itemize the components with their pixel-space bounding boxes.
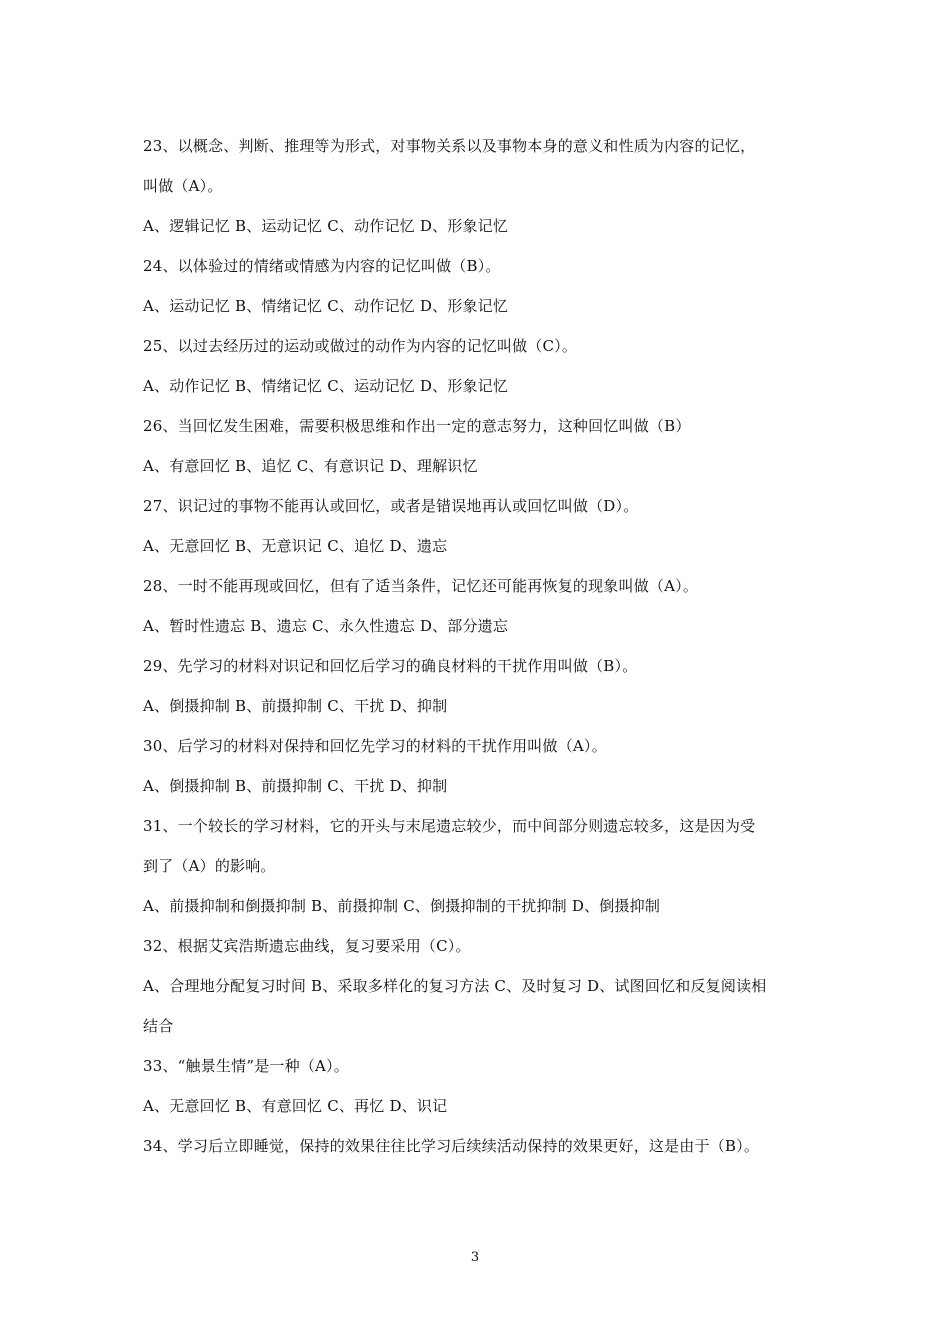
text-line: A、动作记忆 B、情绪记忆 C、运动记忆 D、形象记忆 xyxy=(143,377,509,395)
text-line: A、运动记忆 B、情绪记忆 C、动作记忆 D、形象记忆 xyxy=(143,297,509,315)
text-line: A、逻辑记忆 B、运动记忆 C、动作记忆 D、形象记忆 xyxy=(143,217,509,235)
text-line: 33、“触景生情”是一种（A）。 xyxy=(143,1057,349,1075)
text-line: A、暂时性遗忘 B、遗忘 C、永久性遗忘 D、部分遗忘 xyxy=(143,617,509,635)
text-line: A、倒摄抑制 B、前摄抑制 C、干扰 D、抑制 xyxy=(143,777,448,795)
text-line: A、合理地分配复习时间 B、采取多样化的复习方法 C、及时复习 D、试图回忆和反复阅读相 xyxy=(143,977,767,995)
text-line: 27、识记过的事物不能再认或回忆，或者是错误地再认或回忆叫做（D）。 xyxy=(143,497,639,515)
page-content xyxy=(143,126,813,1166)
text-line: A、无意回忆 B、有意回忆 C、再忆 D、识记 xyxy=(143,1097,448,1115)
text-line: 到了（A）的影响。 xyxy=(143,857,276,875)
text-line: 23、以概念、判断、推理等为形式，对事物关系以及事物本身的意义和性质为内容的记忆， xyxy=(143,137,756,155)
text-line: A、倒摄抑制 B、前摄抑制 C、干扰 D、抑制 xyxy=(143,697,448,715)
text-line: 28、一时不能再现或回忆，但有了适当条件，记忆还可能再恢复的现象叫做（A）。 xyxy=(143,577,699,595)
text-line: 24、以体验过的情绪或情感为内容的记忆叫做（B）。 xyxy=(143,257,501,275)
text-line: 29、先学习的材料对识记和回忆后学习的确良材料的干扰作用叫做（B）。 xyxy=(143,657,638,675)
text-line: A、前摄抑制和倒摄抑制 B、前摄抑制 C、倒摄抑制的干扰抑制 D、倒摄抑制 xyxy=(143,897,661,915)
text-line: 30、后学习的材料对保持和回忆先学习的材料的干扰作用叫做（A）。 xyxy=(143,737,607,755)
page-number: 3 xyxy=(470,1250,480,1265)
text-line: 结合 xyxy=(143,1017,174,1035)
text-line: 26、当回忆发生困难，需要积极思维和作出一定的意志努力，这种回忆叫做（B） xyxy=(143,417,691,435)
text-line: A、有意回忆 B、追忆 C、有意识记 D、理解识忆 xyxy=(143,457,478,475)
text-line: 32、根据艾宾浩斯遗忘曲线，复习要采用（C）。 xyxy=(143,937,471,955)
text-line: 34、学习后立即睡觉，保持的效果往往比学习后续续活动保持的效果更好，这是由于（B）。 xyxy=(143,1137,760,1155)
text-line: A、无意回忆 B、无意识记 C、追忆 D、遗忘 xyxy=(143,537,448,555)
text-line: 25、以过去经历过的运动或做过的动作为内容的记忆叫做（C）。 xyxy=(143,337,578,355)
text-line: 31、一个较长的学习材料，它的开头与末尾遗忘较少，而中间部分则遗忘较多，这是因为受 xyxy=(143,817,756,835)
text-line: 叫做（A）。 xyxy=(143,177,223,195)
